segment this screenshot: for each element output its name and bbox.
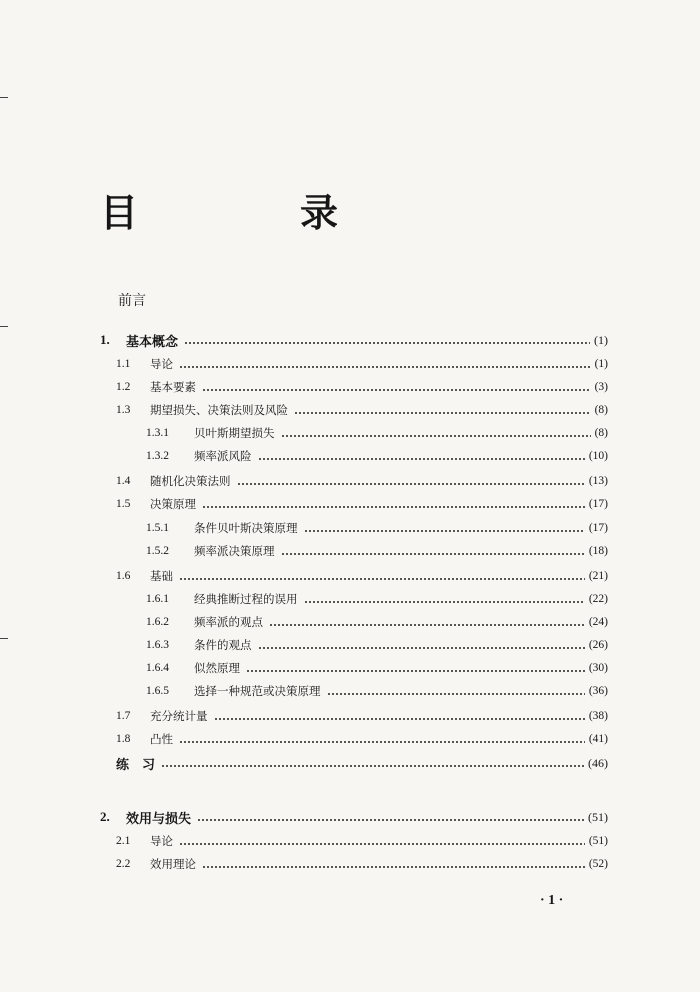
toc-leader-dots	[294, 412, 591, 414]
toc-entry-number: 2.1	[116, 835, 131, 847]
toc-entry-page: (24)	[588, 616, 608, 628]
toc-entry-title: 充分统计量	[150, 709, 208, 723]
toc-entry-number: 1.6.1	[146, 593, 169, 605]
toc-entry-number: 1.4	[116, 475, 131, 487]
toc-entry-number: 2.	[100, 809, 110, 824]
toc-entry-title: 导论	[150, 357, 173, 371]
toc-entry-title: 频率派风险	[194, 449, 252, 463]
toc-entry-number: 1.5	[116, 498, 131, 510]
toc-entry-number: 2.2	[116, 858, 131, 870]
toc-entry-subsection	[146, 517, 608, 539]
toc-entry-title: 随机化决策法则	[150, 474, 231, 488]
toc-leader-dots	[179, 366, 591, 368]
toc-entry-title: 贝叶斯期望损失	[194, 426, 275, 440]
toc-entry-title: 决策原理	[150, 497, 196, 511]
toc-leader-dots	[327, 693, 585, 695]
toc-entry-page: (30)	[588, 662, 608, 674]
toc-entry-page: (38)	[588, 710, 608, 722]
toc-leader-dots	[179, 578, 585, 580]
toc-preface: 前言	[118, 293, 146, 309]
toc-entry-number: 1.5.2	[146, 545, 169, 557]
page-title: 目 录	[100, 191, 401, 235]
toc-entry-number: 1.6.2	[146, 616, 169, 628]
toc-entry-page: (46)	[588, 755, 608, 770]
toc-entry-number: 1.6.5	[146, 685, 169, 697]
toc-entry-number: 1.6.4	[146, 662, 169, 674]
toc-entry-number: 1.3.2	[146, 450, 169, 462]
toc-entry-page: (18)	[588, 545, 608, 557]
toc-entry-title: 期望损失、决策法则及风险	[150, 403, 288, 417]
toc-entry-page: (1)	[594, 332, 608, 347]
toc-entry-page: (51)	[588, 809, 608, 824]
toc-entry-page: (26)	[588, 639, 608, 651]
toc-entry-page: (36)	[588, 685, 608, 697]
toc-leader-dots	[258, 458, 585, 460]
toc-entry-title: 选择一种规范或决策原理	[194, 684, 321, 698]
toc-entry-subsection	[146, 634, 608, 656]
toc-entry-number: 1.3.1	[146, 427, 169, 439]
toc-entry-page: (51)	[588, 835, 608, 847]
toc-entry-subsection	[146, 540, 608, 562]
toc-entry-number: 1.3	[116, 404, 131, 416]
toc-entry-section	[116, 853, 608, 875]
toc-leader-dots	[161, 765, 584, 767]
toc-leader-dots	[246, 670, 585, 672]
scan-mark	[0, 326, 8, 327]
toc-leader-dots	[184, 342, 590, 344]
toc-entry-title: 导论	[150, 834, 173, 848]
scan-mark	[0, 638, 8, 639]
toc-entry-section	[116, 493, 608, 515]
toc-entry-number: 1.6.3	[146, 639, 169, 651]
toc-entry-chapter	[100, 329, 608, 351]
toc-entry-exercise	[116, 752, 608, 774]
toc-entry-section	[116, 728, 608, 750]
toc-entry-number: 1.8	[116, 733, 131, 745]
toc-entry-subsection	[146, 611, 608, 633]
toc-leader-dots	[197, 819, 584, 821]
toc-entry-page: (41)	[588, 733, 608, 745]
toc-leader-dots	[202, 389, 591, 391]
toc-leader-dots	[258, 647, 585, 649]
toc-entry-subsection	[146, 657, 608, 679]
toc-entry-title: 条件贝叶斯决策原理	[194, 521, 298, 535]
toc-entry-page: (8)	[594, 427, 608, 439]
page-number: · 1 ·	[540, 893, 564, 908]
toc-leader-dots	[202, 866, 585, 868]
toc-leader-dots	[281, 553, 585, 555]
toc-leader-dots	[281, 435, 591, 437]
toc-entry-section	[116, 399, 608, 421]
toc-leader-dots	[179, 843, 585, 845]
toc-entry-number: 1.2	[116, 381, 131, 393]
toc-entry-page: (8)	[594, 404, 608, 416]
toc-entry-title: 条件的观点	[194, 638, 252, 652]
toc-entry-page: (52)	[588, 858, 608, 870]
toc-entry-title: 经典推断过程的误用	[194, 592, 298, 606]
scan-mark	[0, 97, 8, 98]
toc-entry-subsection	[146, 680, 608, 702]
toc-entry-subsection	[146, 422, 608, 444]
toc-leader-dots	[304, 530, 585, 532]
toc-entry-title: 练 习	[116, 757, 156, 773]
toc-leader-dots	[269, 624, 585, 626]
toc-entry-number: 1.6	[116, 570, 131, 582]
toc-leader-dots	[304, 601, 585, 603]
toc-entry-section	[116, 470, 608, 492]
toc-entry-title: 基本概念	[126, 334, 179, 350]
toc-leader-dots	[202, 506, 585, 508]
toc-entry-page: (17)	[588, 522, 608, 534]
toc-entry-title: 凸性	[150, 732, 173, 746]
toc-entry-chapter	[100, 806, 608, 828]
toc-entry-subsection	[146, 445, 608, 467]
toc-entry-page: (22)	[588, 593, 608, 605]
toc-entry-title: 似然原理	[194, 661, 240, 675]
toc-leader-dots	[237, 483, 585, 485]
toc-entry-page: (21)	[588, 570, 608, 582]
toc-entry-page: (1)	[594, 358, 608, 370]
toc-entry-section	[116, 565, 608, 587]
toc-entry-page: (13)	[588, 475, 608, 487]
toc-entry-title: 频率派决策原理	[194, 544, 275, 558]
toc-entry-title: 效用与损失	[126, 811, 192, 827]
toc-leader-dots	[214, 718, 585, 720]
toc-entry-page: (10)	[588, 450, 608, 462]
toc-entry-number: 1.7	[116, 710, 131, 722]
toc-entry-title: 基础	[150, 569, 173, 583]
toc-entry-page: (3)	[594, 381, 608, 393]
toc-entry-number: 1.	[100, 332, 110, 347]
toc-entry-section	[116, 376, 608, 398]
toc-entry-title: 频率派的观点	[194, 615, 263, 629]
toc-entry-subsection	[146, 588, 608, 610]
toc-entry-section	[116, 830, 608, 852]
toc-entry-section	[116, 353, 608, 375]
toc-leader-dots	[179, 741, 585, 743]
toc-entry-number: 1.1	[116, 358, 131, 370]
toc-entry-title: 基本要素	[150, 380, 196, 394]
toc-entry-section	[116, 705, 608, 727]
toc-entry-title: 效用理论	[150, 857, 196, 871]
toc-entry-number: 1.5.1	[146, 522, 169, 534]
toc-entry-page: (17)	[588, 498, 608, 510]
